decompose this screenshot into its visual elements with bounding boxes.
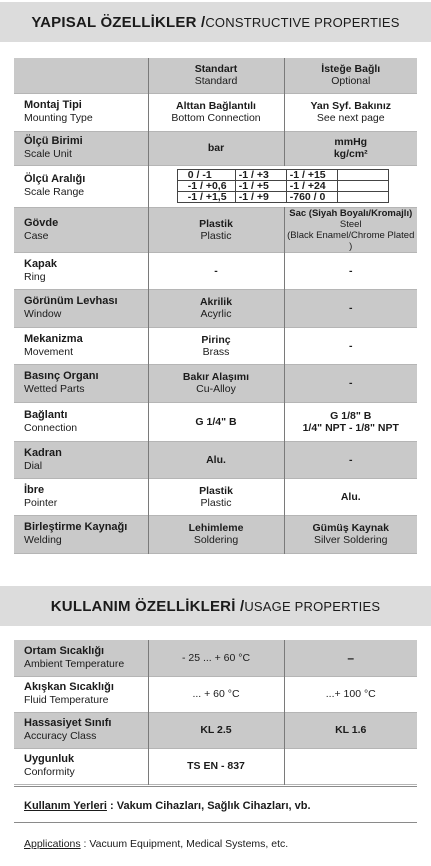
standard-value: - 25 ... + 60 °C [181,651,251,664]
optional-value-2: kg/cm² [333,148,368,160]
optional-value-en-2: (Black Enamel/Chrome Plated ) [287,229,415,252]
usage-areas-text: : Vakum Cihazları, Sağlık Cihazları, vb. [106,800,311,812]
row-label-tr: Ölçü Aralığı [24,173,86,185]
col-standard-tr: Standart [194,63,238,76]
standard-value: ... + 60 °C [192,688,240,700]
standard-value-en: Plastic [200,496,232,509]
row-label-en: Fluid Temperature [24,694,109,706]
row-label-tr: Kadran [24,446,62,459]
standard-value-en: Bottom Connection [171,112,261,124]
usage-title-en: USAGE PROPERTIES [244,598,381,614]
constructive-title-en: CONSTRUCTIVE PROPERTIES [205,14,400,30]
table-row [14,364,417,402]
standard-value: Bakır Alaşımı [182,371,250,383]
range-cell: -1 / +1,5 [177,192,235,203]
table-row [14,676,417,712]
optional-value: - [349,453,353,466]
row-label-tr: Gövde [24,216,59,229]
optional-value: ...+ 100 °C [325,688,376,700]
row-label-tr: Birleştirme Kaynağı [24,521,128,533]
row-label-en: Conformity [24,766,75,778]
standard-value: Alu. [206,453,226,466]
range-cell [337,181,388,192]
row-label-tr: Görünüm Levhası [24,295,118,307]
standard-value-en: Acyrlic [200,308,232,320]
row-label-en: Window [24,308,62,320]
row-label-tr: Uygunluk [24,753,75,765]
optional-value: – [347,650,355,665]
row-label-en: Mounting Type [24,112,93,124]
row-label-en: Pointer [24,496,58,509]
row-label-tr: Bağlantı [24,408,68,421]
row-label-en: Scale Unit [24,148,72,160]
optional-value: Yan Syf. Bakınız [310,100,392,112]
row-label-tr: Kapak [24,257,58,270]
table-row [14,402,417,441]
row-label-en: Wetted Parts [24,383,85,395]
table-row [14,165,417,207]
applications-en [24,838,288,850]
row-label-tr: Hassasiyet Sınıfı [24,717,112,729]
standard-value: - [214,264,218,277]
col-standard-en: Standard [194,75,238,88]
standard-value: Pirinç [201,333,231,346]
applications-text: : Vacuum Equipment, Medical Systems, etc. [80,838,289,850]
standard-value-en: Soldering [193,534,239,546]
scale-range-grid [177,169,389,203]
table-row [14,478,417,515]
constructive-title-tr: YAPISAL ÖZELLİKLER / [31,13,206,31]
optional-value: - [349,302,353,314]
usage-areas-tr [24,800,311,812]
range-cell [337,192,388,203]
optional-value: - [349,264,353,277]
row-label-en: Movement [24,345,74,358]
constructive-header [0,2,431,42]
row-label-tr: Mekanizma [24,332,83,345]
optional-value: Alu. [340,490,361,503]
standard-value: Alttan Bağlantılı [176,100,256,112]
optional-value-en: See next page [316,112,385,124]
standard-value: KL 2.5 [200,724,232,736]
standard-value-en: Brass [202,345,230,358]
usage-header [0,586,431,626]
constructive-table [14,58,417,554]
optional-value: Sac (Siyah Boyalı/Kromajlı) [289,207,413,219]
table-row [14,441,417,478]
standard-value: Akrilik [199,296,233,308]
range-cell: -1 / +15 [286,170,337,181]
table-row [14,712,417,748]
row-label-tr: Basınç Organı [24,370,99,382]
optional-value-en: Silver Soldering [313,534,388,546]
optional-value-en: Steel [339,218,362,230]
row-label-tr: Ortam Sıcaklığı [24,644,105,657]
row-label-tr: Akışkan Sıcaklığı [24,681,114,693]
range-cell: -1 / +5 [235,181,286,192]
row-label-en: Case [24,229,49,242]
standard-value: Plastik [199,484,233,497]
usage-table [14,640,417,785]
row-label-tr: Ölçü Birimi [24,135,83,147]
optional-value: - [349,339,353,352]
row-label-en: Accuracy Class [24,730,97,742]
standard-value: Plastik [199,217,233,230]
row-label-en: Scale Range [24,186,85,198]
table-row [14,640,417,676]
applications-label: Applications [24,838,81,850]
range-cell: -1 / +9 [235,192,286,203]
range-cell: -1 / +0,6 [177,181,235,192]
standard-value-en: Cu-Alloy [196,383,236,395]
usage-title-tr: KULLANIM ÖZELLİKLERİ / [50,597,245,615]
standard-value-en: Plastic [200,229,232,242]
optional-value: mmHg [334,136,368,148]
row-label-tr: İbre [24,483,45,496]
table-row [14,93,417,131]
row-label-en: Welding [24,534,62,546]
optional-value: Gümüş Kaynak [312,522,389,534]
optional-value: G 1/8" B [330,409,372,422]
optional-value: - [349,377,353,389]
divider [14,822,417,823]
row-label-en: Dial [24,459,43,472]
col-optional-en: Optional [331,75,371,88]
standard-value: bar [207,142,225,154]
row-label-en: Ring [24,270,46,283]
col-optional-tr: İsteğe Bağlı [321,63,381,76]
range-cell: 0 / -1 [177,170,235,181]
usage-areas-label: Kullanım Yerleri [24,800,107,812]
table-row [14,515,417,553]
row-label-en: Ambient Temperature [24,657,125,670]
range-cell: -760 / 0 [286,192,337,203]
range-cell: -1 / +3 [235,170,286,181]
range-cell: -1 / +24 [286,181,337,192]
range-cell [337,170,388,181]
optional-value: KL 1.6 [335,724,367,736]
table-row [14,289,417,327]
row-label-en: Connection [24,421,78,434]
standard-value: TS EN - 837 [187,760,245,772]
table-row [14,327,417,364]
table-row [14,131,417,165]
standard-value: G 1/4" B [195,415,237,428]
optional-value-2: 1/4" NPT - 1/8" NPT [302,421,399,434]
table-row [14,748,417,784]
table-row [14,207,417,252]
standard-value: Lehimleme [188,522,244,534]
divider [14,786,417,787]
table-header-row [14,58,417,93]
row-label-tr: Montaj Tipi [24,99,82,111]
table-row [14,252,417,289]
